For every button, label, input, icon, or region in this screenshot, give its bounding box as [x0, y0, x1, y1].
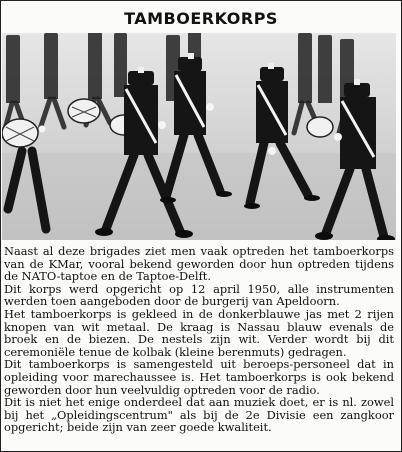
- paragraph: Het tamboerkorps is gekleed in de donkerblauwe jas met 2 rijen knopen van wit metaal. De kraag is Nassau blauw evenals de broek en de biezen. De nestels zijn wit. Verder wordt bij dit ceremoniële tenue de kolbak (kleine berenmuts) gedragen.: [4, 306, 394, 359]
- paragraph: Dit is niet het enige onderdeel dat aan muziek doet, er is nl. zowel bij het „Opleidingscentrum" als bij de 2e Divisie een zangkoor opgericht; beide zijn van zeer goede kwaliteit.: [4, 395, 394, 435]
- article-body: [4, 245, 394, 434]
- page-title: TAMBOERKORPS: [124, 9, 278, 28]
- paragraph: Naast al deze brigades ziet men vaak optreden het tamboerkorps van de KMar, vooral bekend geworden door hun optreden tijdens de NATO-taptoe en de Taptoe-Delft.: [4, 244, 394, 284]
- paragraph: Dit tamboerkorps is samengesteld uit beroeps-personeel dat in opleiding voor marechaussee is. Het tamboerkorps is ook bekend geworden door hun veelvuldig optreden voor de radio.: [4, 357, 394, 397]
- marching-band-photo: [2, 33, 396, 240]
- paragraph: Dit korps werd opgericht op 12 april 1950, alle instrumenten werden toen aangeboden door de burgerij van Apeldoorn.: [4, 281, 394, 309]
